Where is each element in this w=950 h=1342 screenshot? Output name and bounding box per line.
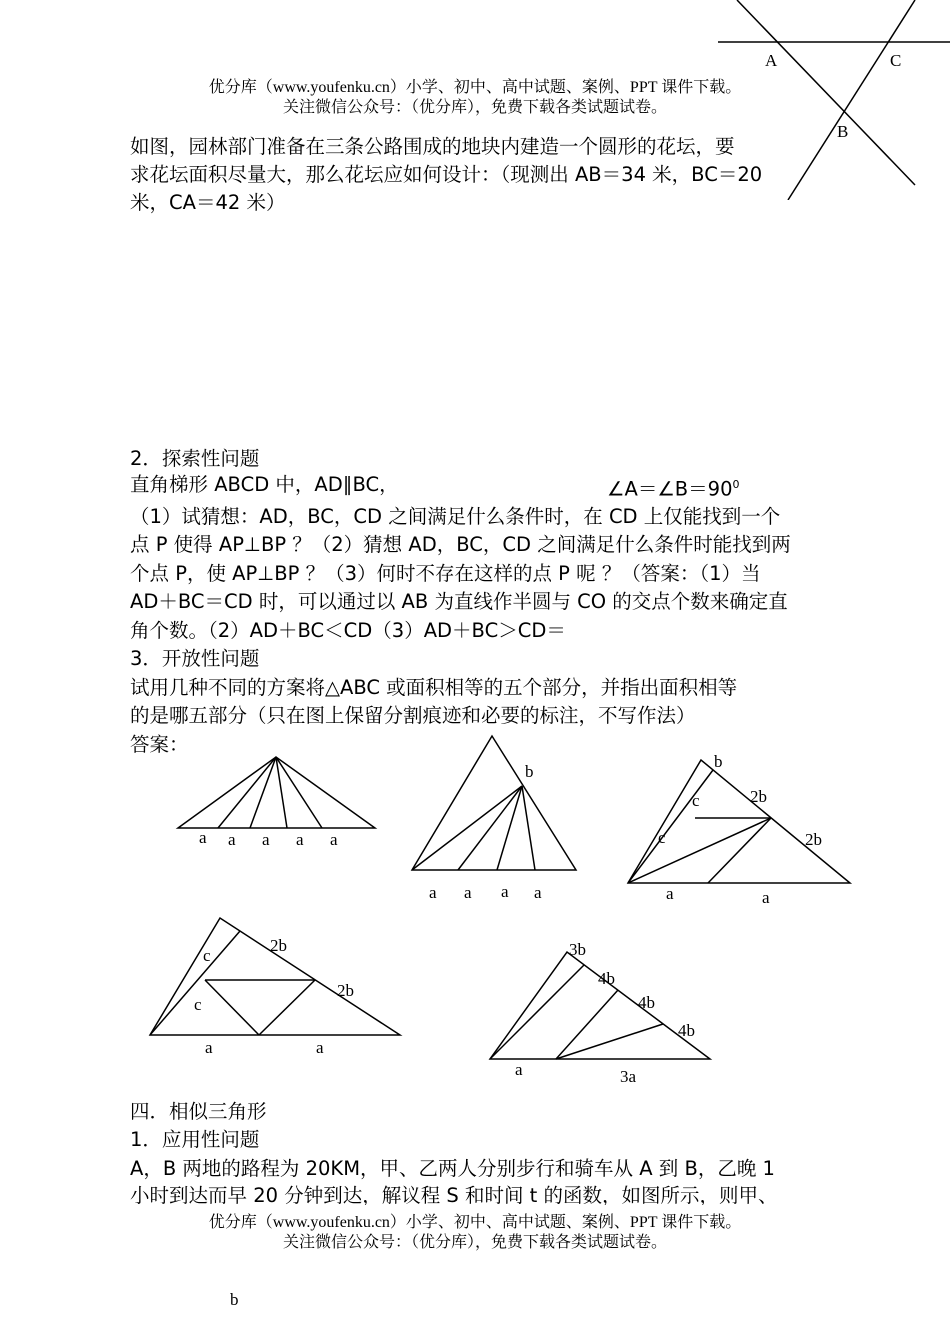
fig3-label: b: [714, 752, 723, 771]
fig5-label: 3b: [569, 940, 586, 959]
fig1-line: [250, 757, 276, 828]
fig1-label: a: [330, 830, 338, 849]
figure-1: [178, 757, 375, 849]
section2-title: 2．探索性问题: [130, 447, 260, 470]
fig5-label: a: [515, 1060, 523, 1079]
label-a: A: [765, 51, 778, 70]
fig4-triangle: [150, 918, 400, 1035]
fig3-label: a: [666, 884, 674, 903]
section2-given: 直角梯形 ABCD 中，AD∥BC，: [130, 473, 399, 496]
section2-line-5: 角个数。（2）AD＋BC＜CD（3）AD＋BC＞CD＝: [130, 619, 566, 642]
section2-line-3: 个点 P，使 AP⊥BP ？（3）何时不存在这样的点 P 呢 ？（答案：（1）当: [130, 562, 761, 585]
fig1-label: a: [262, 830, 270, 849]
figure-4: [150, 918, 400, 1057]
fig5-line: [556, 1024, 663, 1059]
fig3-label: c: [658, 828, 666, 847]
fig1-line: [276, 757, 322, 828]
fig4-label: a: [316, 1038, 324, 1057]
label-c: C: [890, 51, 902, 70]
fig2-line: [458, 786, 522, 870]
fig3-label: 2b: [750, 787, 767, 806]
fig5-line: [556, 990, 618, 1059]
section3-title: 3．开放性问题: [130, 647, 260, 670]
fig1-label: a: [296, 830, 304, 849]
fig3-triangle: [628, 760, 850, 883]
label-b: B: [837, 122, 849, 141]
fig3-line: [628, 770, 713, 883]
figure-3: [628, 752, 850, 907]
fig4-line: [259, 980, 315, 1035]
fig3-label: a: [762, 888, 770, 907]
fig2-label-b: b: [525, 762, 534, 781]
fig5-label: 3a: [620, 1067, 637, 1086]
fig3-label: c: [692, 791, 700, 810]
section4-title: 四．相似三角形: [130, 1100, 267, 1123]
section4-sub1: 1．应用性问题: [130, 1128, 260, 1151]
fig4-line: [150, 931, 240, 1035]
problem1-line-3: 米，CA＝42 米）: [130, 191, 286, 214]
fig2-line: [522, 786, 535, 870]
problem1-line-1: 如图，园林部门准备在三条公路围成的地块内建造一个圆形的花坛，要: [130, 135, 735, 158]
page-footer-line-2: 关注微信公众号：（优分库），免费下载各类试题试卷。: [282, 1234, 667, 1251]
page-header-line-2: 关注微信公众号：（优分库），免费下载各类试题试卷。: [282, 99, 667, 116]
fig1-triangle: [178, 757, 375, 828]
fig2-line: [412, 786, 522, 870]
fig5-line: [490, 965, 584, 1059]
fig4-label: a: [205, 1038, 213, 1057]
fig4-label: c: [194, 995, 202, 1014]
fig4-label: 2b: [270, 936, 287, 955]
fig5-label: 4b: [678, 1021, 695, 1040]
section2-line-4: AD＋BC＝CD 时，可以通过以 AB 为直线作半圆与 CO 的交点个数来确定直: [130, 590, 788, 613]
section3-line-1: 试用几种不同的方案将△ABC 或面积相等的五个部分，并指出面积相等: [130, 676, 738, 699]
section4-line-1: A，B 两地的路程为 20KM，甲、乙两人分别步行和骑车从 A 到 B，乙晚 1: [130, 1157, 775, 1180]
fig5-triangle: [490, 952, 710, 1059]
fig1-line: [218, 757, 276, 828]
fig2-label: a: [429, 883, 437, 902]
section4-line-2: 小时到达而早 20 分钟到达，解议程 S 和时间 t 的函数，如图所示，则甲、: [130, 1184, 778, 1205]
problem1-line-2: 求花坛面积尽量大，那么花坛应如何设计：（现测出 AB＝34 米，BC＝20: [130, 163, 763, 186]
page-footer-line-1: 优分库（www.youfenku.cn）小学、初中、高中试题、案例、PPT 课件下载。: [0, 1213, 950, 1232]
fig5-label: 4b: [598, 969, 615, 988]
fig2-line: [497, 786, 522, 870]
fig3-line: [708, 818, 771, 883]
fig4-line: [205, 980, 259, 1035]
figure-5: [490, 940, 710, 1086]
fig2-label: a: [534, 883, 542, 902]
angle-condition: $\angle A=\angle B=90^0$: [607, 477, 740, 501]
section3-line-2: 的是哪五部分（只在图上保留分割痕迹和必要的标注，不写作法）: [130, 704, 696, 727]
fig5-label: 4b: [638, 993, 655, 1012]
fig2-label: a: [501, 882, 509, 901]
bottom-label-b: b: [230, 1290, 239, 1309]
fig2-label: a: [464, 883, 472, 902]
fig4-label: 2b: [337, 981, 354, 1000]
answer-label: 答案：: [130, 733, 189, 756]
section2-line-1: （1）试猜想：AD，BC，CD 之间满足什么条件时，在 CD 上仅能找到一个: [130, 505, 781, 528]
fig3-line: [628, 818, 771, 883]
figure-2: [412, 736, 576, 902]
fig4-label: c: [203, 946, 211, 965]
fig1-line: [276, 757, 287, 828]
fig1-label: a: [199, 828, 207, 847]
fig1-label: a: [228, 830, 236, 849]
fig3-label: 2b: [805, 830, 822, 849]
page-header-line-1: 优分库（www.youfenku.cn）小学、初中、高中试题、案例、PPT 课件下载。: [208, 79, 742, 96]
section2-line-2: 点 P 使得 AP⊥BP ？（2）猜想 AD，BC，CD 之间满足什么条件时能找到两: [130, 533, 791, 556]
